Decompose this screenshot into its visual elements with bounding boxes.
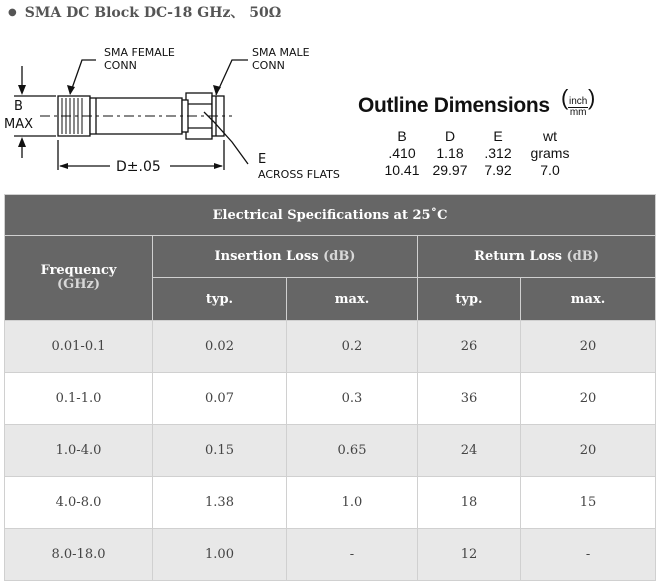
cell-il-typ: 1.00 — [153, 529, 287, 581]
electrical-spec-table — [4, 194, 656, 581]
il-typ-header: typ. — [153, 278, 287, 321]
cell-il-typ: 0.02 — [153, 321, 287, 373]
dim-header-b: B — [397, 128, 407, 144]
label-e: E — [258, 152, 267, 167]
connector-body — [14, 60, 248, 170]
cell-il-max: - — [287, 529, 418, 581]
cell-frequency: 0.01-0.1 — [5, 321, 153, 373]
dimension-mm-row — [378, 162, 578, 179]
dim-header-d: D — [444, 128, 456, 144]
cell-rl-typ: 12 — [418, 529, 521, 581]
cell-il-max: 1.0 — [287, 477, 418, 529]
outline-drawing — [0, 38, 360, 188]
insertion-loss-header — [153, 236, 418, 278]
cell-rl-max: 20 — [521, 321, 656, 373]
return-loss-unit: (dB) — [566, 249, 599, 264]
dim-mm-e: 7.92 — [484, 162, 512, 178]
spec-table-title: Electrical Specifications at 25˚C — [5, 195, 656, 236]
cell-rl-typ: 36 — [418, 373, 521, 425]
insertion-loss-unit: (dB) — [323, 249, 356, 264]
cell-il-max: 0.65 — [287, 425, 418, 477]
cell-rl-max: 20 — [521, 373, 656, 425]
cell-rl-typ: 24 — [418, 425, 521, 477]
frequency-label: Frequency — [40, 263, 117, 278]
cell-rl-typ: 26 — [418, 321, 521, 373]
outline-title: Outline Dimensions — [358, 94, 550, 117]
cell-rl-max: - — [521, 529, 656, 581]
il-max-header: max. — [287, 278, 418, 321]
label-d-dimension: D±.05 — [116, 159, 161, 175]
table-row — [5, 425, 656, 477]
frequency-unit: (GHz) — [56, 277, 101, 292]
cell-rl-max: 15 — [521, 477, 656, 529]
bullet-icon: ● — [8, 6, 17, 18]
dimension-header-row — [378, 128, 578, 145]
outline-dimensions — [356, 85, 656, 184]
label-b: B — [14, 99, 23, 114]
unit-mm: mm — [569, 107, 587, 118]
table-row — [5, 373, 656, 425]
rl-max-header: max. — [521, 278, 656, 321]
frequency-header — [5, 236, 153, 321]
table-row — [5, 321, 656, 373]
cell-il-max: 0.3 — [287, 373, 418, 425]
dimension-inch-row — [378, 145, 578, 162]
dim-mm-b: 10.41 — [384, 162, 420, 178]
cell-frequency: 4.0-8.0 — [5, 477, 153, 529]
label-sma-female-conn: CONN — [104, 59, 137, 72]
dim-mm-d: 29.97 — [432, 162, 468, 178]
label-sma-male-conn: CONN — [252, 59, 285, 72]
return-loss-label: Return Loss — [474, 249, 562, 264]
cell-rl-max: 20 — [521, 425, 656, 477]
cell-il-max: 0.2 — [287, 321, 418, 373]
cell-il-typ: 0.07 — [153, 373, 287, 425]
cell-il-typ: 0.15 — [153, 425, 287, 477]
table-row — [5, 477, 656, 529]
cell-frequency: 0.1-1.0 — [5, 373, 153, 425]
cell-frequency: 8.0-18.0 — [5, 529, 153, 581]
label-across-flats: ACROSS FLATS — [258, 168, 340, 181]
dim-header-e: E — [493, 128, 503, 144]
cell-il-typ: 1.38 — [153, 477, 287, 529]
label-sma-female: SMA FEMALE — [104, 46, 175, 59]
label-sma-male: SMA MALE — [252, 46, 310, 59]
product-title-row — [8, 2, 281, 22]
dim-mm-wt: 7.0 — [540, 162, 560, 178]
unit-inch: inch — [569, 96, 588, 107]
connector-diagram — [0, 38, 360, 188]
dim-inch-wt: grams — [530, 145, 570, 161]
product-title: SMA DC Block DC-18 GHz、 50Ω — [24, 5, 282, 21]
cell-rl-typ: 18 — [418, 477, 521, 529]
table-row — [5, 529, 656, 581]
rl-typ-header: typ. — [418, 278, 521, 321]
dim-inch-b: .410 — [388, 145, 416, 161]
dim-inch-d: 1.18 — [436, 145, 464, 161]
spec-title-row — [5, 195, 656, 236]
cell-frequency: 1.0-4.0 — [5, 425, 153, 477]
return-loss-header — [418, 236, 656, 278]
insertion-loss-label: Insertion Loss — [214, 249, 319, 264]
dim-header-wt: wt — [543, 128, 557, 144]
outline-unit-fraction: ( inch mm ) — [561, 85, 596, 118]
spec-group-header-row — [5, 236, 656, 278]
dim-inch-e: .312 — [484, 145, 512, 161]
dimension-grid — [378, 128, 578, 179]
label-max: MAX — [4, 117, 34, 132]
